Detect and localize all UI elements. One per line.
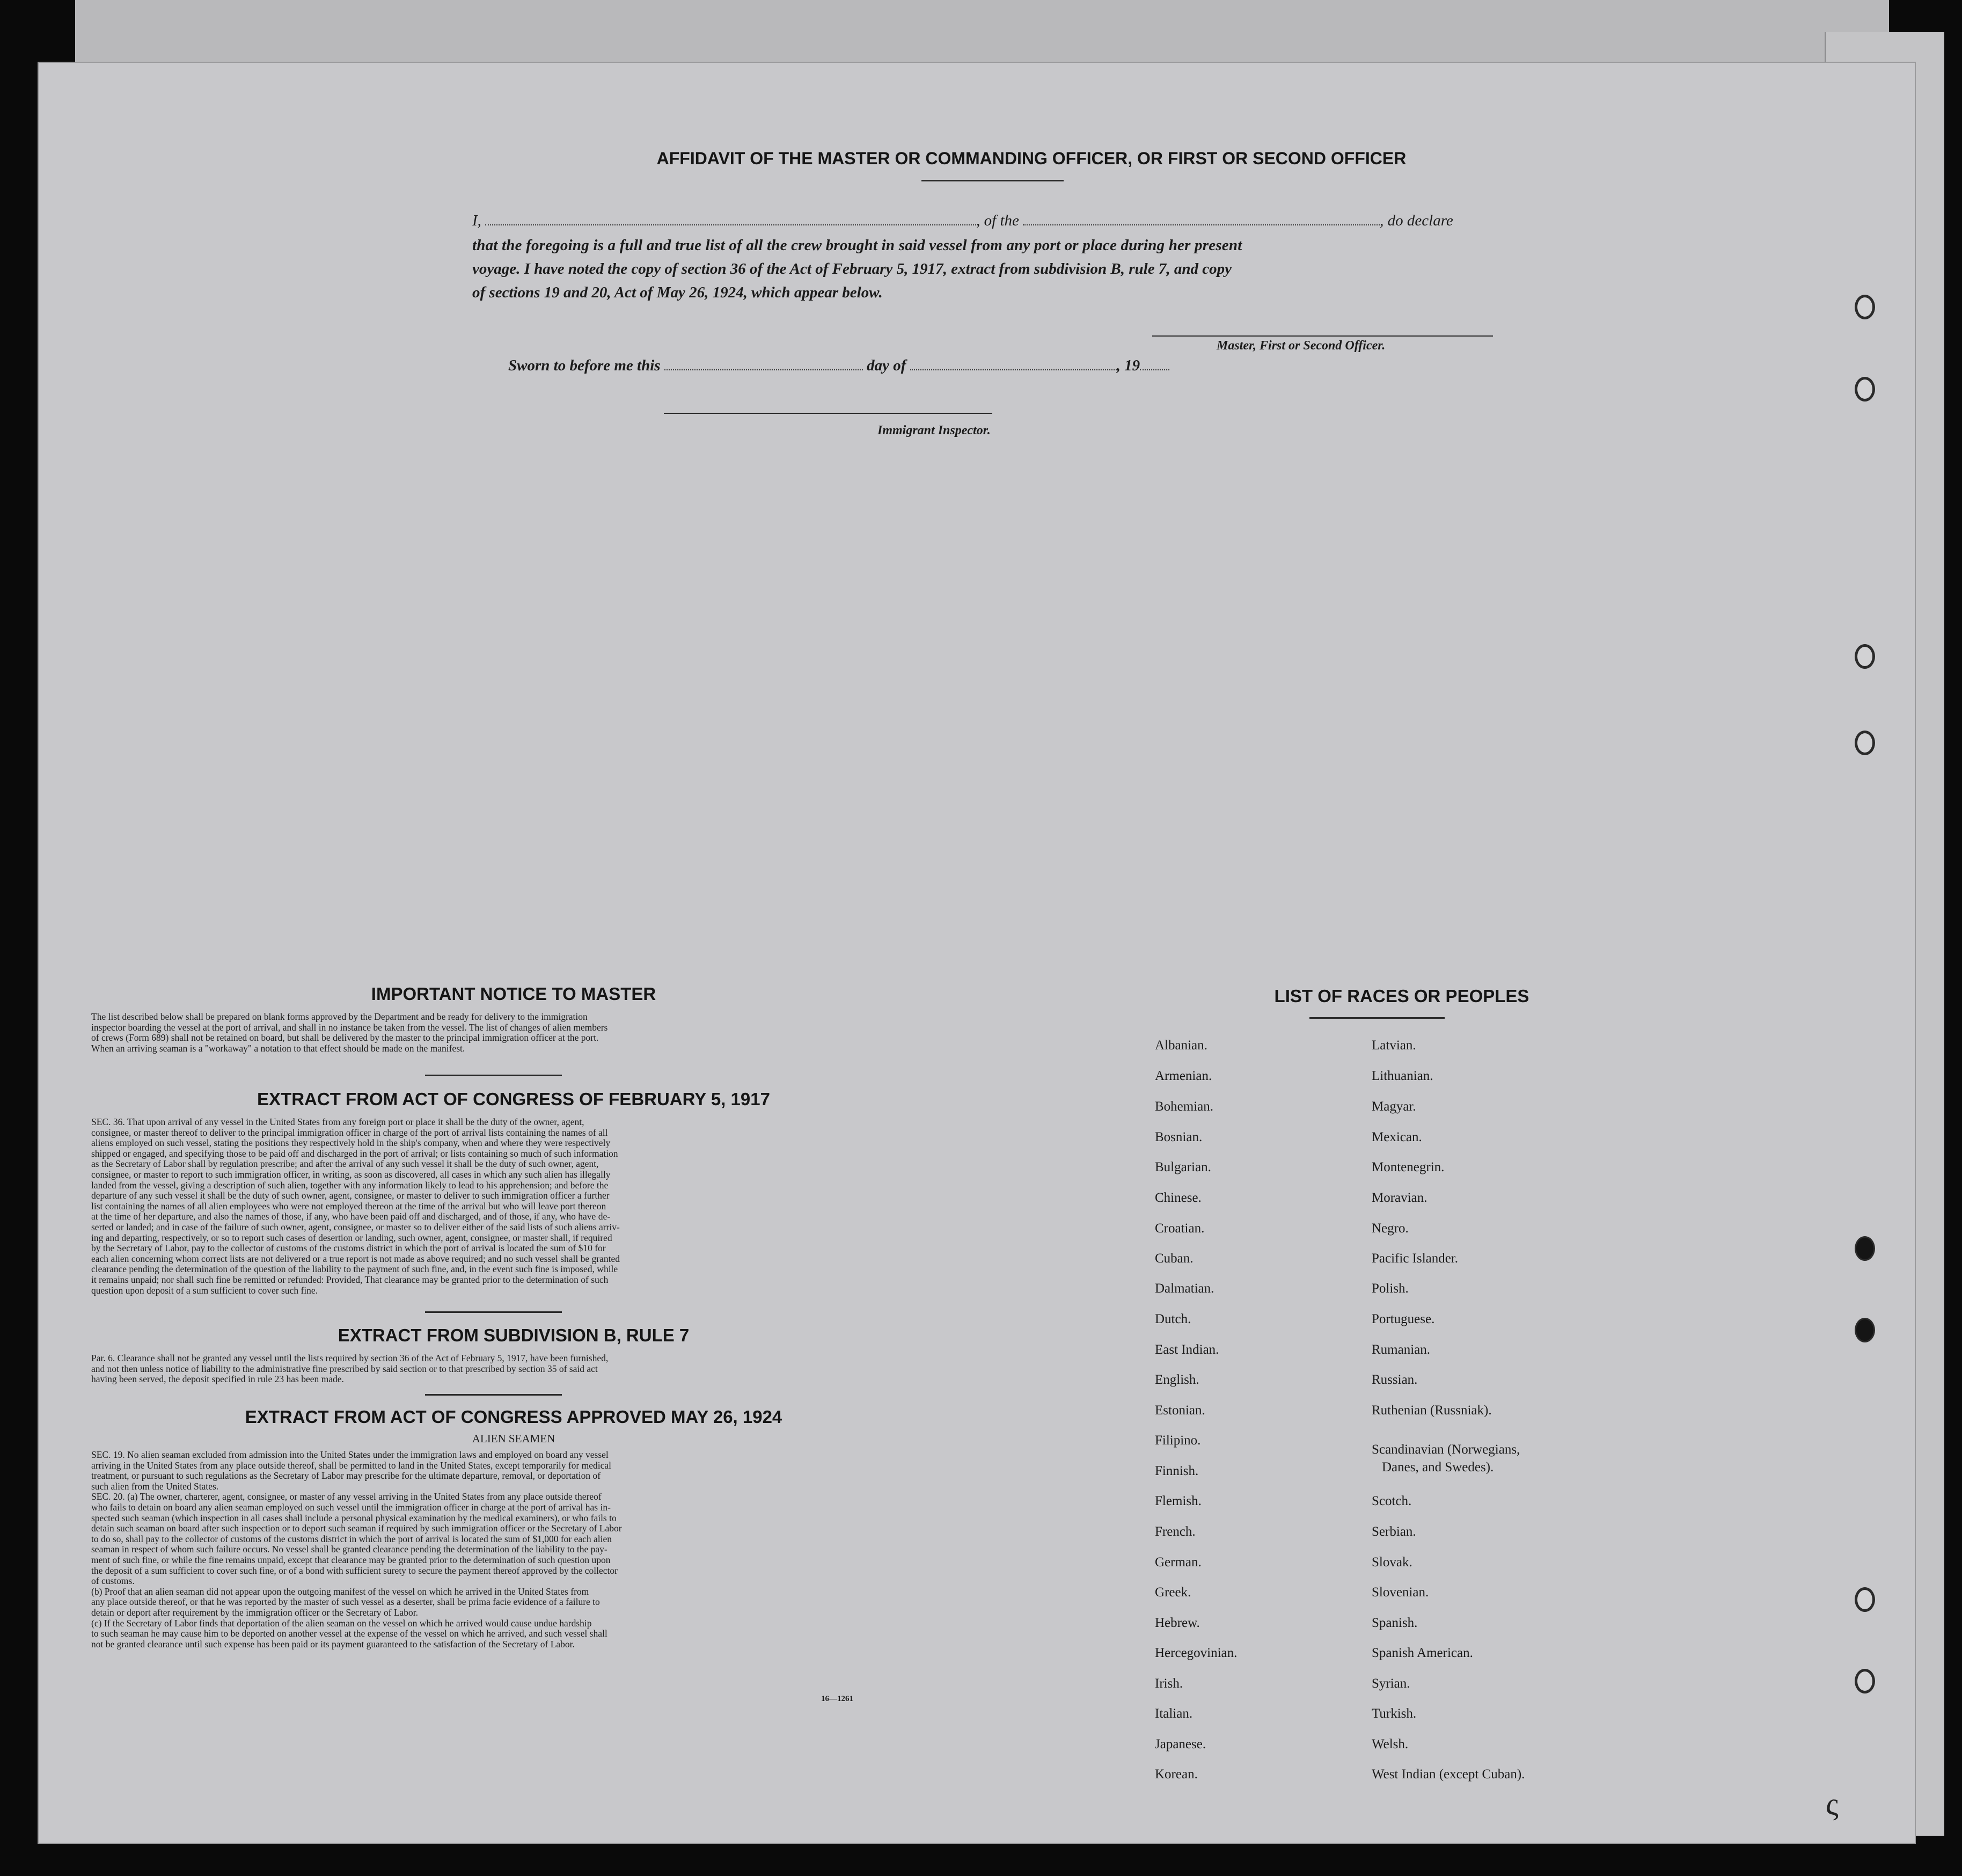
text-line: The list described below shall be prepared on blank forms approved by the Department and be ready for delivery to the immigration: [91, 1011, 588, 1022]
binder-hole: [1855, 1587, 1875, 1612]
text-line: consignee, or master to report to such immigration officer, in writing, as soon as discovered, all cases in which any such alien has illegally: [91, 1169, 611, 1180]
of-the-label: , of the: [976, 212, 1019, 229]
text-line: serted or landed; and in case of the failure of such owner, agent, consignee, or master so to deliver either of the said lists of such aliens arriv-: [91, 1221, 620, 1232]
text-line: not be granted clearance until such expense has been paid or its payment guaranteed to the satisfaction of the Secretary of Labor.: [91, 1638, 575, 1649]
extract-rule7-title: EXTRACT FROM SUBDIVISION B, RULE 7: [338, 1325, 690, 1345]
text-line: Par. 6. Clearance shall not be granted any vessel until the lists required by section 36 of the Act of February 5, 1917, have been furnished,: [91, 1353, 609, 1363]
signature-line[interactable]: [1152, 335, 1493, 337]
text-line: list containing the names of all alien employees who were not employed thereon at the time of the arrival but who will leave port thereon: [91, 1200, 606, 1211]
section-divider: [425, 1075, 562, 1076]
race-item: West Indian (except Cuban).: [1372, 1767, 1525, 1782]
text-line: departure of any such vessel it shall be the duty of such owner, agent, consignee, or master to deliver to such immigration officer a further: [91, 1190, 610, 1201]
race-item: Ruthenian (Russniak).: [1372, 1403, 1492, 1418]
race-item: Scandinavian (Norwegians,: [1372, 1442, 1520, 1457]
section-divider: [425, 1394, 562, 1396]
race-item: Rumanian.: [1372, 1342, 1431, 1357]
text-line: landed from the vessel, giving a description of such alien, together with any information likely to lead to his apprehension; and before the: [91, 1179, 609, 1191]
pencil-mark: ς: [1826, 1786, 1839, 1822]
text-line: it remains unpaid; nor shall such fine be remitted or refunded: Provided, That clearance may be granted prior to the determination of such: [91, 1274, 609, 1285]
race-item: Pacific Islander.: [1372, 1251, 1459, 1266]
sworn-month-field[interactable]: [910, 369, 1117, 370]
binder-hole: [1855, 377, 1875, 402]
affidavit-title: AFFIDAVIT OF THE MASTER OR COMMANDING OFFICER, OR FIRST OR SECOND OFFICER: [656, 149, 1407, 168]
text-line: clearance pending the determination of the question of the liability to the payment of such fine, and, in the event such fine is imposed, while: [91, 1264, 618, 1275]
extract-1924-body: [91, 1450, 935, 1649]
race-item: Moravian.: [1372, 1191, 1427, 1205]
text-line: ment of such fine, or while the fine remains unpaid, except that clearance may be granted prior to the determination of such question upon: [91, 1554, 611, 1565]
text-line: arriving in the United States from any place outside thereof, shall be permitted to land in the United States, except temporarily for medical: [91, 1459, 612, 1471]
extract-1917-body: [91, 1117, 935, 1296]
binder-hole: [1855, 644, 1875, 669]
race-item: Korean.: [1155, 1767, 1198, 1782]
year-prefix: , 19: [1116, 357, 1140, 374]
races-title: LIST OF RACES OR PEOPLES: [1274, 986, 1529, 1006]
extract-rule7-body: [91, 1353, 935, 1385]
binder-hole: [1855, 1318, 1875, 1342]
text-line: who fails to detain on board any alien seaman employed on such vessel until the immigration officer in charge at the port of arrival has in-: [91, 1501, 611, 1513]
race-item: Bosnian.: [1155, 1130, 1203, 1144]
text-line: (b) Proof that an alien seaman did not appear upon the outgoing manifest of the vessel on which he arrived in the United States from: [91, 1586, 589, 1597]
alien-seamen-subtitle: ALIEN SEAMEN: [472, 1432, 555, 1445]
race-item: Dalmatian.: [1155, 1281, 1214, 1296]
text-line: inspector boarding the vessel at the port of arrival, and shall in no instance be taken from the vessel. The list of changes of alien members: [91, 1021, 608, 1033]
text-line: and not then unless notice of liability to the administrative fine prescribed by said section or to that prescribed by section 35 of said act: [91, 1363, 598, 1374]
text-line: consignee, or master thereof to deliver to the principal immigration officer in charge of the port of arrival lists containing the names of all: [91, 1127, 608, 1138]
race-item: Irish.: [1155, 1676, 1183, 1691]
declaration-line-4: of sections 19 and 20, Act of May 26, 1924, which appear below.: [472, 284, 883, 301]
notice-body: [91, 1012, 935, 1054]
binder-hole: [1855, 295, 1875, 319]
text-line: of customs.: [91, 1575, 135, 1587]
text-line: detain or deport after requirement by the immigration officer or the Secretary of Labor.: [91, 1607, 419, 1618]
text-line: any place outside thereof, or that he was reported by the master of such vessel as a deserter, shall be prima facie evidence of a failure to: [91, 1596, 600, 1608]
text-line: seaman in respect of whom such failure occurs. No vessel shall be granted clearance pending the determination of the liability to the pay-: [91, 1544, 607, 1555]
binder-hole: [1855, 1669, 1875, 1693]
race-item: Japanese.: [1155, 1737, 1206, 1751]
race-item: Flemish.: [1155, 1494, 1202, 1508]
signature-caption: Master, First or Second Officer.: [1217, 339, 1386, 353]
text-line: by the Secretary of Labor, pay to the collector of customs of the customs district in which the port of arrival is located the sum of $10 for: [91, 1243, 606, 1254]
inspector-signature-line[interactable]: [664, 413, 992, 414]
race-item: Magyar.: [1372, 1099, 1416, 1114]
race-item: Russian.: [1372, 1373, 1418, 1387]
declaration-start: I,: [472, 212, 481, 229]
race-item: English.: [1155, 1373, 1199, 1387]
do-declare-label: , do declare: [1380, 212, 1453, 229]
notice-title: IMPORTANT NOTICE TO MASTER: [371, 984, 656, 1004]
text-line: to such seaman he may cause him to be deported on another vessel at the expense of the vessel on which he arrived, and such vessel shall: [91, 1628, 607, 1639]
race-item: Cuban.: [1155, 1251, 1194, 1266]
race-item: Bulgarian.: [1155, 1160, 1211, 1174]
race-item: Albanian.: [1155, 1038, 1207, 1053]
race-item: Polish.: [1372, 1281, 1409, 1296]
race-item: Montenegrin.: [1372, 1160, 1445, 1174]
declaration-line-2: that the foregoing is a full and true list of all the crew brought in said vessel from any port or place during her present: [472, 237, 1242, 254]
sworn-line: [508, 357, 1313, 375]
section-divider: [425, 1311, 562, 1313]
text-line: ing and departing, respectively, or so to report such cases of desertion or landing, such owner, agent, consignee, or master shall, if required: [91, 1232, 612, 1243]
race-item: Italian.: [1155, 1706, 1193, 1721]
declaration-line-1: [472, 212, 1524, 230]
race-item: Negro.: [1372, 1221, 1409, 1236]
text-line: aliens employed on such vessel, stating the positions they respectively hold in the ship's company, when and where they were respectively: [91, 1137, 611, 1149]
text-line: When an arriving seaman is a "workaway" a notation to that effect should be made on the manifest.: [91, 1042, 465, 1054]
extract-1917-title: EXTRACT FROM ACT OF CONGRESS OF FEBRUARY 5, 1917: [257, 1089, 770, 1109]
text-line: treatment, or pursuant to such regulations as the Secretary of Labor may prescribe for the ultimate departure, removal, or deportation of: [91, 1470, 601, 1481]
inspector-caption: Immigrant Inspector.: [877, 424, 991, 437]
text-line: to do so, shall pay to the collector of customs of the customs district in which the port of arrival is located the sum of $1,000 for each alien: [91, 1533, 612, 1544]
vessel-field[interactable]: [1023, 224, 1380, 225]
race-item: Portuguese.: [1372, 1312, 1435, 1326]
race-item: Hebrew.: [1155, 1616, 1200, 1630]
race-item: Welsh.: [1372, 1737, 1409, 1751]
race-item: Dutch.: [1155, 1312, 1191, 1326]
race-item: Slovak.: [1372, 1555, 1412, 1570]
text-line: SEC. 19. No alien seaman excluded from admission into the United States under the immigration laws and employed on board any vessel: [91, 1449, 609, 1460]
text-line: as the Secretary of Labor shall by regulation prescribe; and after the arrival of any such vessel it shall be the duty of such owner, agent,: [91, 1158, 599, 1170]
text-line: SEC. 20. (a) The owner, charterer, agent, consignee, or master of any vessel arriving in the United States from any place outside thereof: [91, 1491, 602, 1502]
text-line: (c) If the Secretary of Labor finds that deportation of the alien seaman on the vessel on which he arrived would cause undue hardship: [91, 1617, 592, 1629]
day-of-label: day of: [867, 357, 906, 374]
race-item: Finnish.: [1155, 1464, 1199, 1478]
sworn-day-field[interactable]: [664, 369, 863, 370]
race-item: Bohemian.: [1155, 1099, 1214, 1114]
race-item: Croatian.: [1155, 1221, 1205, 1236]
extract-1924-title: EXTRACT FROM ACT OF CONGRESS APPROVED MAY 26, 1924: [245, 1407, 782, 1427]
binder-hole: [1855, 731, 1875, 755]
race-item: Syrian.: [1372, 1676, 1410, 1691]
form-code: 16—1261: [821, 1695, 853, 1703]
race-item: Serbian.: [1372, 1524, 1416, 1539]
races-divider: [1309, 1017, 1445, 1019]
sworn-year-field[interactable]: [1140, 369, 1169, 370]
race-item: Filipino.: [1155, 1433, 1201, 1448]
text-line: shipped or engaged, and specifying those to be paid off and discharged in the port of arrival; or lists containing so much of such information: [91, 1148, 618, 1159]
race-item: Lithuanian.: [1372, 1069, 1433, 1083]
text-line: detain such seaman on board after such inspection or to deport such seaman if required by such immigration officer or the Secretary of Labor: [91, 1523, 622, 1534]
text-line: the deposit of a sum sufficient to cover such fine, or of a bond with sufficient surety to secure the payment thereof approved by the collector: [91, 1565, 618, 1576]
title-divider: [921, 180, 1064, 181]
race-item: Scotch.: [1372, 1494, 1412, 1508]
text-line: at the time of her departure, and also the names of those, if any, who have been paid off and discharged, and of those, if any, who have de-: [91, 1211, 611, 1222]
text-line: SEC. 36. That upon arrival of any vessel in the United States from any foreign port or place it shall be the duty of the owner, agent,: [91, 1116, 584, 1127]
sworn-prefix: Sworn to before me this: [508, 357, 661, 374]
race-item: East Indian.: [1155, 1342, 1219, 1357]
race-item: Turkish.: [1372, 1706, 1417, 1721]
form-page: [38, 62, 1916, 1844]
race-item: Slovenian.: [1372, 1585, 1429, 1600]
text-line: question upon deposit of a sum sufficient to cover such fine.: [91, 1284, 318, 1296]
race-item: Chinese.: [1155, 1191, 1202, 1205]
race-item: Latvian.: [1372, 1038, 1416, 1053]
name-field[interactable]: [485, 224, 976, 225]
race-item: Estonian.: [1155, 1403, 1205, 1418]
race-item: Spanish.: [1372, 1616, 1418, 1630]
declaration-line-3: voyage. I have noted the copy of section 36 of the Act of February 5, 1917, extract from subdivision B, rule 7, and copy: [472, 260, 1232, 278]
text-line: spected such seaman (which inspection in all cases shall include a personal physical examination by the medical examiners), or who fails to: [91, 1512, 617, 1523]
race-item: Greek.: [1155, 1585, 1191, 1600]
race-item: Mexican.: [1372, 1130, 1422, 1144]
race-item: French.: [1155, 1524, 1196, 1539]
text-line: of crews (Form 689) shall not be retained on board, but shall be delivered by the master to the principal immigration officer at the port.: [91, 1032, 599, 1043]
binder-hole: [1855, 1236, 1875, 1261]
race-item: Armenian.: [1155, 1069, 1212, 1083]
race-item: Spanish American.: [1372, 1646, 1473, 1660]
race-item: German.: [1155, 1555, 1202, 1570]
text-line: each alien concerning whom correct lists are not delivered or a true report is not made as above required; and no such vessel shall be granted: [91, 1253, 620, 1264]
race-item: Danes, and Swedes).: [1382, 1460, 1494, 1474]
text-line: such alien from the United States.: [91, 1480, 219, 1492]
text-line: having been served, the deposit specified in rule 23 has been made.: [91, 1374, 344, 1385]
race-item: Hercegovinian.: [1155, 1646, 1238, 1660]
